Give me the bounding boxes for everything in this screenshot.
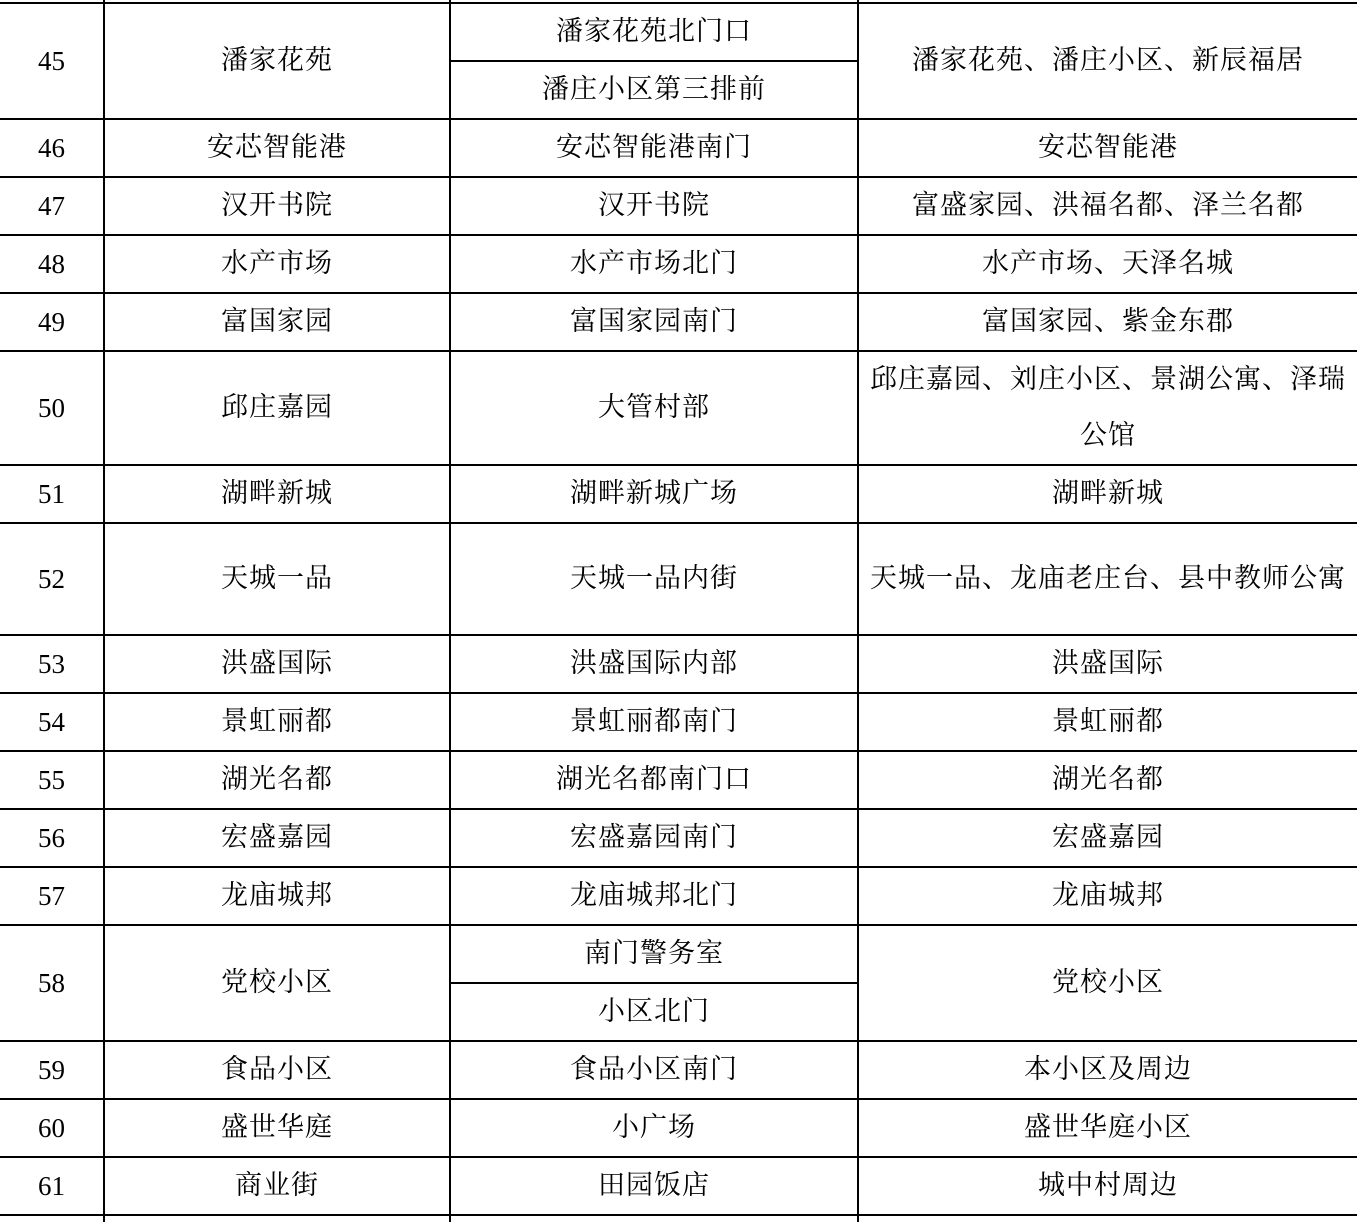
row-number-cell: 58 xyxy=(0,925,104,1041)
location-cell: 宏盛嘉园南门 xyxy=(450,809,858,867)
location-cell: 汉开书院 xyxy=(450,177,858,235)
community-name-cell: 天城一品 xyxy=(104,523,450,635)
coverage-cell: 洪盛国际 xyxy=(858,635,1357,693)
table-row xyxy=(0,1157,1357,1215)
coverage-cell: 宏盛嘉园 xyxy=(858,809,1357,867)
row-number-cell: 50 xyxy=(0,351,104,465)
location-cell: 大管村部 xyxy=(450,351,858,465)
row-number-cell: 60 xyxy=(0,1099,104,1157)
table-row xyxy=(0,523,1357,635)
table-row xyxy=(0,635,1357,693)
coverage-cell: 湖光名都 xyxy=(858,751,1357,809)
edge-cell xyxy=(0,1215,104,1222)
row-number-cell: 49 xyxy=(0,293,104,351)
row-number-cell: 51 xyxy=(0,465,104,523)
community-name-cell: 湖光名都 xyxy=(104,751,450,809)
row-number-cell: 55 xyxy=(0,751,104,809)
community-name-cell: 宏盛嘉园 xyxy=(104,809,450,867)
location-cell: 潘庄小区第三排前 xyxy=(450,61,858,119)
community-name-cell: 景虹丽都 xyxy=(104,693,450,751)
table-row xyxy=(0,293,1357,351)
coverage-cell: 龙庙城邦 xyxy=(858,867,1357,925)
community-name-cell: 湖畔新城 xyxy=(104,465,450,523)
table-row xyxy=(0,3,1357,61)
coverage-cell: 党校小区 xyxy=(858,925,1357,1041)
row-number-cell: 61 xyxy=(0,1157,104,1215)
table-row xyxy=(0,1099,1357,1157)
edge-cell xyxy=(858,1215,1357,1222)
coverage-cell: 城中村周边 xyxy=(858,1157,1357,1215)
coverage-cell: 本小区及周边 xyxy=(858,1041,1357,1099)
table-row xyxy=(0,351,1357,465)
location-cell: 天城一品内街 xyxy=(450,523,858,635)
coverage-cell: 天城一品、龙庙老庄台、县中教师公寓 xyxy=(858,523,1357,635)
edge-cell xyxy=(104,1215,450,1222)
table-bottom-edge-row xyxy=(0,1215,1357,1222)
coverage-cell: 景虹丽都 xyxy=(858,693,1357,751)
community-name-cell: 水产市场 xyxy=(104,235,450,293)
community-name-cell: 安芯智能港 xyxy=(104,119,450,177)
location-cell: 小广场 xyxy=(450,1099,858,1157)
location-cell: 小区北门 xyxy=(450,983,858,1041)
row-number-cell: 52 xyxy=(0,523,104,635)
location-cell: 食品小区南门 xyxy=(450,1041,858,1099)
community-name-cell: 党校小区 xyxy=(104,925,450,1041)
table-row xyxy=(0,235,1357,293)
location-cell: 田园饭店 xyxy=(450,1157,858,1215)
table-row xyxy=(0,177,1357,235)
community-name-cell: 食品小区 xyxy=(104,1041,450,1099)
row-number-cell: 57 xyxy=(0,867,104,925)
row-number-cell: 53 xyxy=(0,635,104,693)
coverage-cell: 富盛家园、洪福名都、泽兰名都 xyxy=(858,177,1357,235)
table-row xyxy=(0,693,1357,751)
row-number-cell: 46 xyxy=(0,119,104,177)
coverage-cell: 湖畔新城 xyxy=(858,465,1357,523)
community-name-cell: 汉开书院 xyxy=(104,177,450,235)
community-name-cell: 富国家园 xyxy=(104,293,450,351)
community-name-cell: 商业街 xyxy=(104,1157,450,1215)
table-row xyxy=(0,809,1357,867)
row-number-cell: 56 xyxy=(0,809,104,867)
row-number-cell: 45 xyxy=(0,3,104,119)
location-cell: 富国家园南门 xyxy=(450,293,858,351)
row-number-cell: 54 xyxy=(0,693,104,751)
location-cell: 水产市场北门 xyxy=(450,235,858,293)
table-row xyxy=(0,119,1357,177)
location-cell: 湖光名都南门口 xyxy=(450,751,858,809)
location-cell: 龙庙城邦北门 xyxy=(450,867,858,925)
community-name-cell: 龙庙城邦 xyxy=(104,867,450,925)
row-number-cell: 48 xyxy=(0,235,104,293)
community-name-cell: 洪盛国际 xyxy=(104,635,450,693)
coverage-cell: 潘家花苑、潘庄小区、新辰福居 xyxy=(858,3,1357,119)
edge-cell xyxy=(450,1215,858,1222)
location-cell: 潘家花苑北门口 xyxy=(450,3,858,61)
community-name-cell: 盛世华庭 xyxy=(104,1099,450,1157)
table-row xyxy=(0,867,1357,925)
row-number-cell: 59 xyxy=(0,1041,104,1099)
table-row xyxy=(0,751,1357,809)
coverage-cell: 富国家园、紫金东郡 xyxy=(858,293,1357,351)
community-name-cell: 潘家花苑 xyxy=(104,3,450,119)
row-number-cell: 47 xyxy=(0,177,104,235)
coverage-cell: 水产市场、天泽名城 xyxy=(858,235,1357,293)
table-row xyxy=(0,925,1357,983)
table-row xyxy=(0,465,1357,523)
location-cell: 湖畔新城广场 xyxy=(450,465,858,523)
location-cell: 南门警务室 xyxy=(450,925,858,983)
table-row xyxy=(0,1041,1357,1099)
coverage-cell: 邱庄嘉园、刘庄小区、景湖公寓、泽瑞公馆 xyxy=(858,351,1357,465)
location-cell: 洪盛国际内部 xyxy=(450,635,858,693)
location-cell: 景虹丽都南门 xyxy=(450,693,858,751)
coverage-cell: 安芯智能港 xyxy=(858,119,1357,177)
community-name-cell: 邱庄嘉园 xyxy=(104,351,450,465)
location-cell: 安芯智能港南门 xyxy=(450,119,858,177)
coverage-cell: 盛世华庭小区 xyxy=(858,1099,1357,1157)
